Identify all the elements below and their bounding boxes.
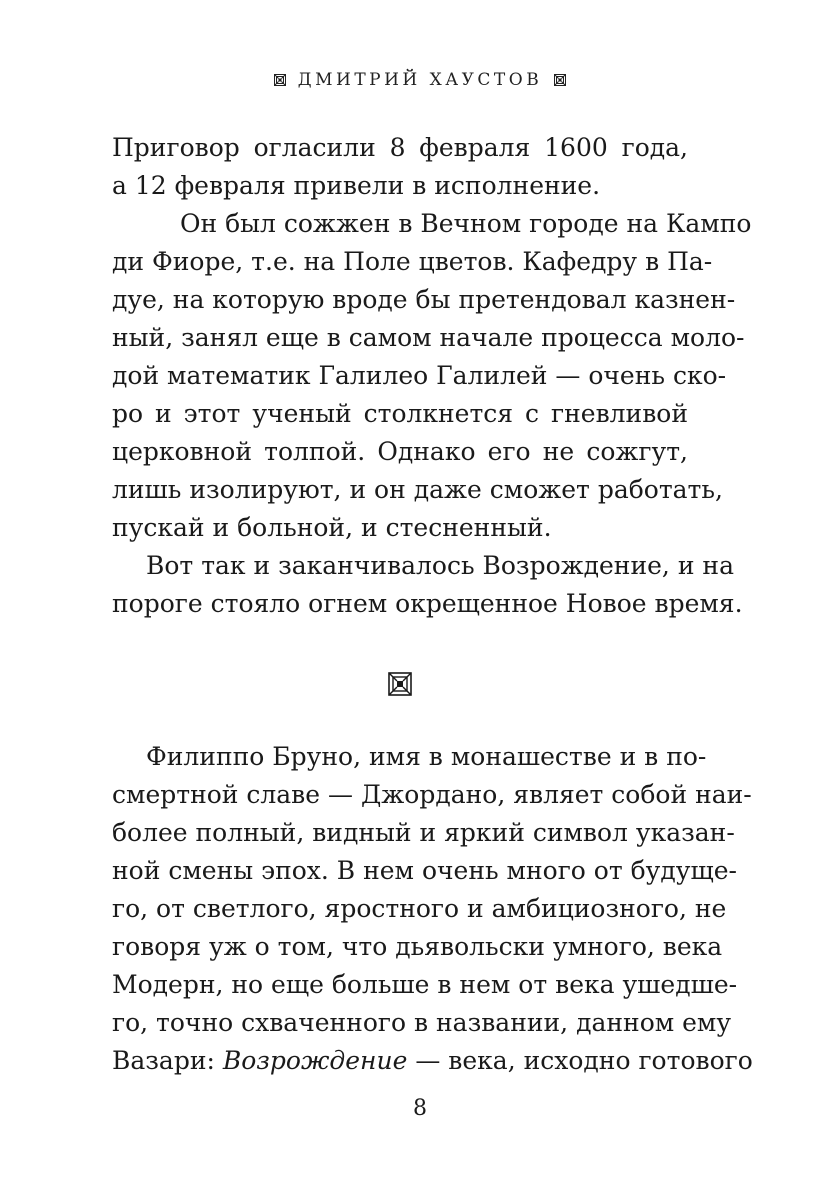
- text-line: говоря уж о том, что дьявольски умного, века: [112, 932, 723, 961]
- text-line: пороге стояло огнем окрещенное Новое время.: [112, 589, 743, 618]
- text-fragment: — века, исходно готового: [407, 1046, 753, 1075]
- italic-term: Возрождение: [222, 1046, 408, 1075]
- running-header: [0, 70, 840, 90]
- text-block-bruno: [112, 738, 753, 1080]
- text-line: ди Фиоре, т.е. на Поле цветов. Кафедру в Па-: [112, 247, 713, 276]
- text-line: более полный, видный и яркий символ указан-: [112, 818, 735, 847]
- text-line: дой математик Галилео Галилей — очень ско-: [112, 361, 727, 390]
- square-ornament-icon: [274, 74, 286, 86]
- text-block-verdict: [112, 129, 752, 623]
- text-line: Он был сожжен в Вечном городе на Кампо: [180, 209, 752, 238]
- text-line: го, точно схваченного в названии, данном ему: [112, 1008, 732, 1037]
- text-line: церковной толпой. Однако его не сожгут,: [112, 437, 688, 466]
- square-ornament-icon: [554, 74, 566, 86]
- text-line: смертной славе — Джордано, являет собой наи-: [112, 780, 752, 809]
- text-line: а 12 февраля привели в исполнение.: [112, 171, 601, 200]
- text-line: дуе, на которую вроде бы претендовал казнен-: [112, 285, 736, 314]
- page-number: 8: [413, 1096, 427, 1121]
- text-line: пускай и больной, и стесненный.: [112, 513, 552, 542]
- text-line: ной смены эпох. В нем очень много от будуще-: [112, 856, 737, 885]
- text-fragment: Вазари:: [112, 1046, 223, 1075]
- section-divider-ornament-icon: [388, 672, 412, 696]
- author-name: ДМИТРИЙ ХАУСТОВ: [297, 70, 543, 90]
- text-line-last: [112, 1042, 753, 1080]
- text-line: ро и этот ученый столкнется с гневливой: [112, 399, 688, 428]
- text-line: лишь изолируют, и он даже сможет работать,: [112, 475, 723, 504]
- text-line: Филиппо Бруно, имя в монашестве и в по-: [146, 742, 707, 771]
- text-line: Модерн, но еще больше в нем от века ушедше-: [112, 970, 738, 999]
- text-line: Вот так и заканчивалось Возрождение, и на: [146, 551, 735, 580]
- text-line: го, от светлого, яростного и амбициозного, не: [112, 894, 727, 923]
- text-line: Приговор огласили 8 февраля 1600 года,: [112, 133, 688, 162]
- text-line: ный, занял еще в самом начале процесса моло-: [112, 323, 745, 352]
